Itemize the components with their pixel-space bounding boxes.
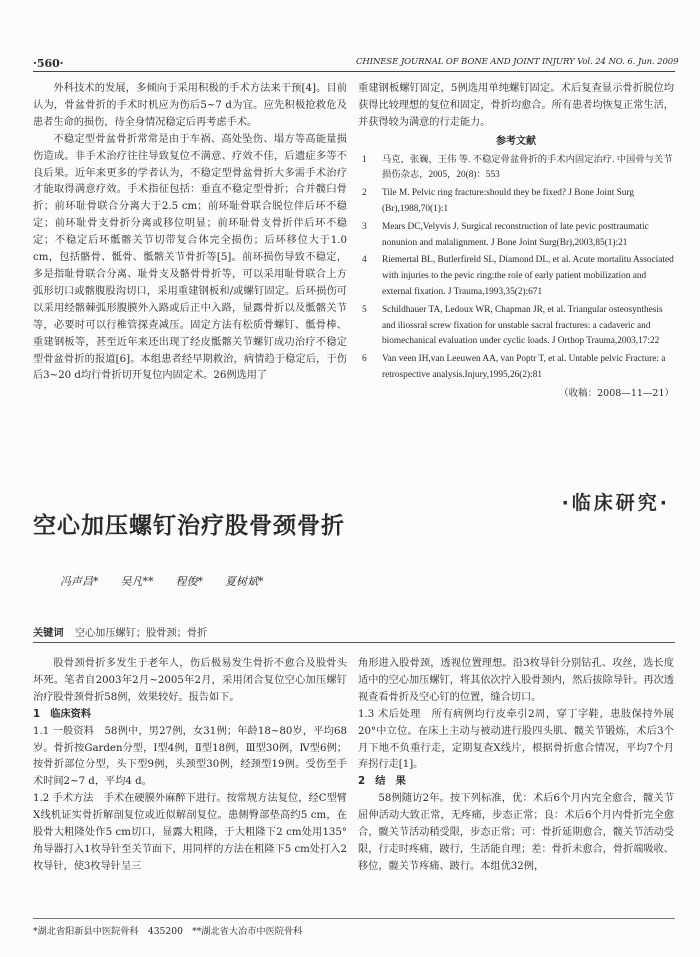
body-paragraph: 1.3 术后处理 所有病例均行皮牵引2周，穿丁字鞋，患肢保持外展20°中立位。在床上主动与被动进行股四头肌、髋关节锻炼，术后3个月下地不负重行走，定期复查X线片，根据骨折愈合情况，平均7个月弃拐行走[1]。: [358, 708, 674, 771]
author-affiliation-footnote: *湖北省阳新县中医院骨科 435200 **湖北省大冶市中医院骨科: [33, 926, 303, 937]
reference-number: 3: [362, 221, 367, 232]
article-left-column: [33, 656, 347, 876]
prev-article-right-column: [358, 81, 674, 403]
prev-paragraph: 不稳定型骨盆骨折常常是由于车祸、高处坠伤、塌方等高能量损伤造成。非手术治疗往往导致复位不满意、疗效不佳，后遗症多等不良后果。近年来更多的学者认为，不稳定型骨盆骨折大多需手术治疗才能取得满意疗效。手术指征包括：垂直不稳定型骨折；合并髋臼骨折；前环耻骨联合分离大于2.5 cm；前环耻骨联合脱位伴后环不稳定；前环耻骨支骨折分离或移位明显；前环耻骨支骨折伴后环不稳定；不稳定后环骶髂关节切带复合体完全损伤；后环移位大于1.0 cm，包括骼骨、骶骨、骶髂关节骨折等[5]。前环损伤导致不稳定，多是指耻骨联合分离、耻骨支及骼骨骨折等，可以采用耻骨联合上方弧形切口或髂腹股沟切口，采用重建钢板和/或螺钉固定。后环损伤可以采用经髂棘弧形腹膜外入路或后正中入路，显露骨折以及骶髂关节等，必要时可以行椎管探查减压。固定方法有松质骨螺钉、骶骨棒、重建钢板等，甚至近年来还出现了经皮骶髂关节螺钉成功治疗不稳定型骨盆骨折的报道[6]。本组患者经早期救治，病情趋于稳定后，于伤后3~20 d均行骨折切开复位内固定术。26例选用了: [33, 133, 347, 382]
author-name: 吴凡**: [120, 575, 154, 588]
reference-item: [358, 303, 674, 350]
reference-text: Mears DC,Velyvis J. Surgical reconstruction of late pevic posttraumatic nonunion and malalignment. J Bone Joint Surg(Br),2003,85(1):21: [382, 221, 649, 248]
reference-number: 2: [362, 188, 367, 199]
section-label: ·临床研究·: [561, 492, 670, 514]
reference-item: [358, 153, 674, 185]
reference-number: 6: [362, 354, 367, 365]
received-date: （收稿：2008—11—21）: [559, 387, 674, 399]
keywords-text: 空心加压螺钉；股骨颈；骨折: [74, 628, 208, 639]
reference-text: Schildhauer TA, Ledoux WR, Chapman JR, et al. Triangular osteosynthesis and iliossral screw fixation for unstable sacral fractures: a cadaveric and biomechanical evaluation under cyclic loads. J Orthop Trauma,2003,17:22: [382, 304, 663, 347]
reference-number: 4: [362, 255, 367, 266]
intro-paragraph: 股骨颈骨折多发生于老年人，伤后极易发生骨折不愈合及股骨头坏死。笔者自2003年2月~2005年2月，采用闭合复位空心加压螺钉治疗股骨颈骨折58例，效果较好。报告如下。: [33, 658, 347, 703]
header-rule: [33, 71, 675, 72]
reference-text: 马克，张巍，王伟 等. 不稳定骨盆骨折的手术内固定治疗. 中国骨与关节损伤杂志，2005，20(8)：553: [382, 154, 673, 181]
reference-number: 1: [362, 154, 367, 165]
reference-text: Tile M. Pelvic ring fracture:should they be fixed? J Bone Joint Surg (Br),1988,70(1):1: [382, 188, 635, 215]
article-right-column: [358, 656, 674, 876]
author-name: 冯声昌*: [60, 575, 99, 588]
section-heading: 2 结 果: [358, 776, 406, 788]
reference-item: [358, 220, 674, 252]
keywords-label: 关键词: [33, 628, 64, 639]
reference-text: Van veen IH,van Leeuwen AA, van Poptr T, et al. Untable pelvic Fracture: a retrospective analysis.Injury,1995,26(2):81: [382, 354, 666, 380]
article-title: 空心加压螺钉治疗股骨颈骨折: [33, 513, 345, 539]
reference-item: [358, 186, 674, 218]
author-name: 程俊*: [175, 575, 203, 588]
body-paragraph: 1.2 手术方法 手术在硬膜外麻醉下进行。按常规方法复位，经C型臂X线机证实骨折解剖复位或近似解剖复位。患侧臀部垫高约5 cm，在股骨大粗隆处作5 cm切口，显露大粗隆，于大粗隆下2 cm处用135°角导器打入1枚导针至关节面下，用同样的方法在粗隆下5 cm处打入2枚导针，使3枚导针呈三: [33, 793, 347, 872]
author-list: [60, 573, 264, 589]
body-paragraph: 1.1 一般资料 58例中，男27例，女31例；年龄18~80岁，平均68岁。骨折按Garden分型，Ⅰ型4例，Ⅱ型18例，Ⅲ型30例，Ⅳ型6例；按骨折部位分型，头下型9例，头颈型30例，经颈型19例。受伤至手术时间2~7 d，平均4 d。: [33, 725, 347, 788]
prev-paragraph: 重建钢板螺钉固定，5例选用单纯螺钉固定。术后复查显示骨折脱位均获得比较理想的复位和固定，骨折均愈合。所有患者均恢复正常生活，并获得较为满意的行走能力。: [358, 83, 674, 128]
section-heading: 1 临床资料: [33, 708, 92, 720]
keywords-rule: [33, 642, 675, 643]
body-paragraph: 角形进入股骨颈，透视位置理想。沿3枚导针分别钻孔、攻丝，选长度适中的空心加压螺钉，将其依次拧入股骨颈内，然后拔除导针。再次透视查看骨折及空心钉的位置，缝合切口。: [358, 658, 674, 703]
reference-text: Riemertal BL, Butlerfireld SL, Diamond DL, et al. Acute mortalitu Associated with injuries to the pevic ring:the role of early patient mobilization and external fixation. J Trauma,1993,35(2):671: [382, 255, 674, 297]
prev-article-left-column: [33, 81, 347, 385]
reference-number: 5: [362, 304, 367, 315]
body-paragraph: 58例随访2年。按下列标准，优：术后6个月内完全愈合，髋关节屈伸活动大致正常，无疼痛，步态正常；良：术后6个月内骨折完全愈合，髋关节活动稍受限，步态正常；可：骨折延期愈合，髋关节活动受限，行走时疼痛，跛行，生活能自理；差：骨折未愈合，骨折端吸收、移位，髋关节疼痛、跛行。本组优32例，: [358, 793, 674, 872]
keywords: [33, 624, 207, 639]
footnote-rule: [33, 918, 675, 919]
reference-item: [358, 352, 674, 384]
reference-item: [358, 253, 674, 300]
journal-header: CHINESE JOURNAL OF BONE AND JOINT INJURY Vol. 24 NO. 6. Jun. 2009: [356, 57, 679, 67]
page-number: ·560·: [33, 57, 64, 70]
prev-paragraph: 外科技术的发展，多倾向于采用积极的手术方法来干预[4]。目前认为，骨盆骨折的手术时机应为伤后5~7 d为宜。应先积极抢救危及患者生命的损伤，待全身情况稳定后再考虑手术。: [33, 83, 347, 128]
author-name: 夏树斌*: [225, 575, 264, 588]
reference-list: [358, 153, 674, 384]
references-title: 参考文献: [496, 135, 536, 147]
